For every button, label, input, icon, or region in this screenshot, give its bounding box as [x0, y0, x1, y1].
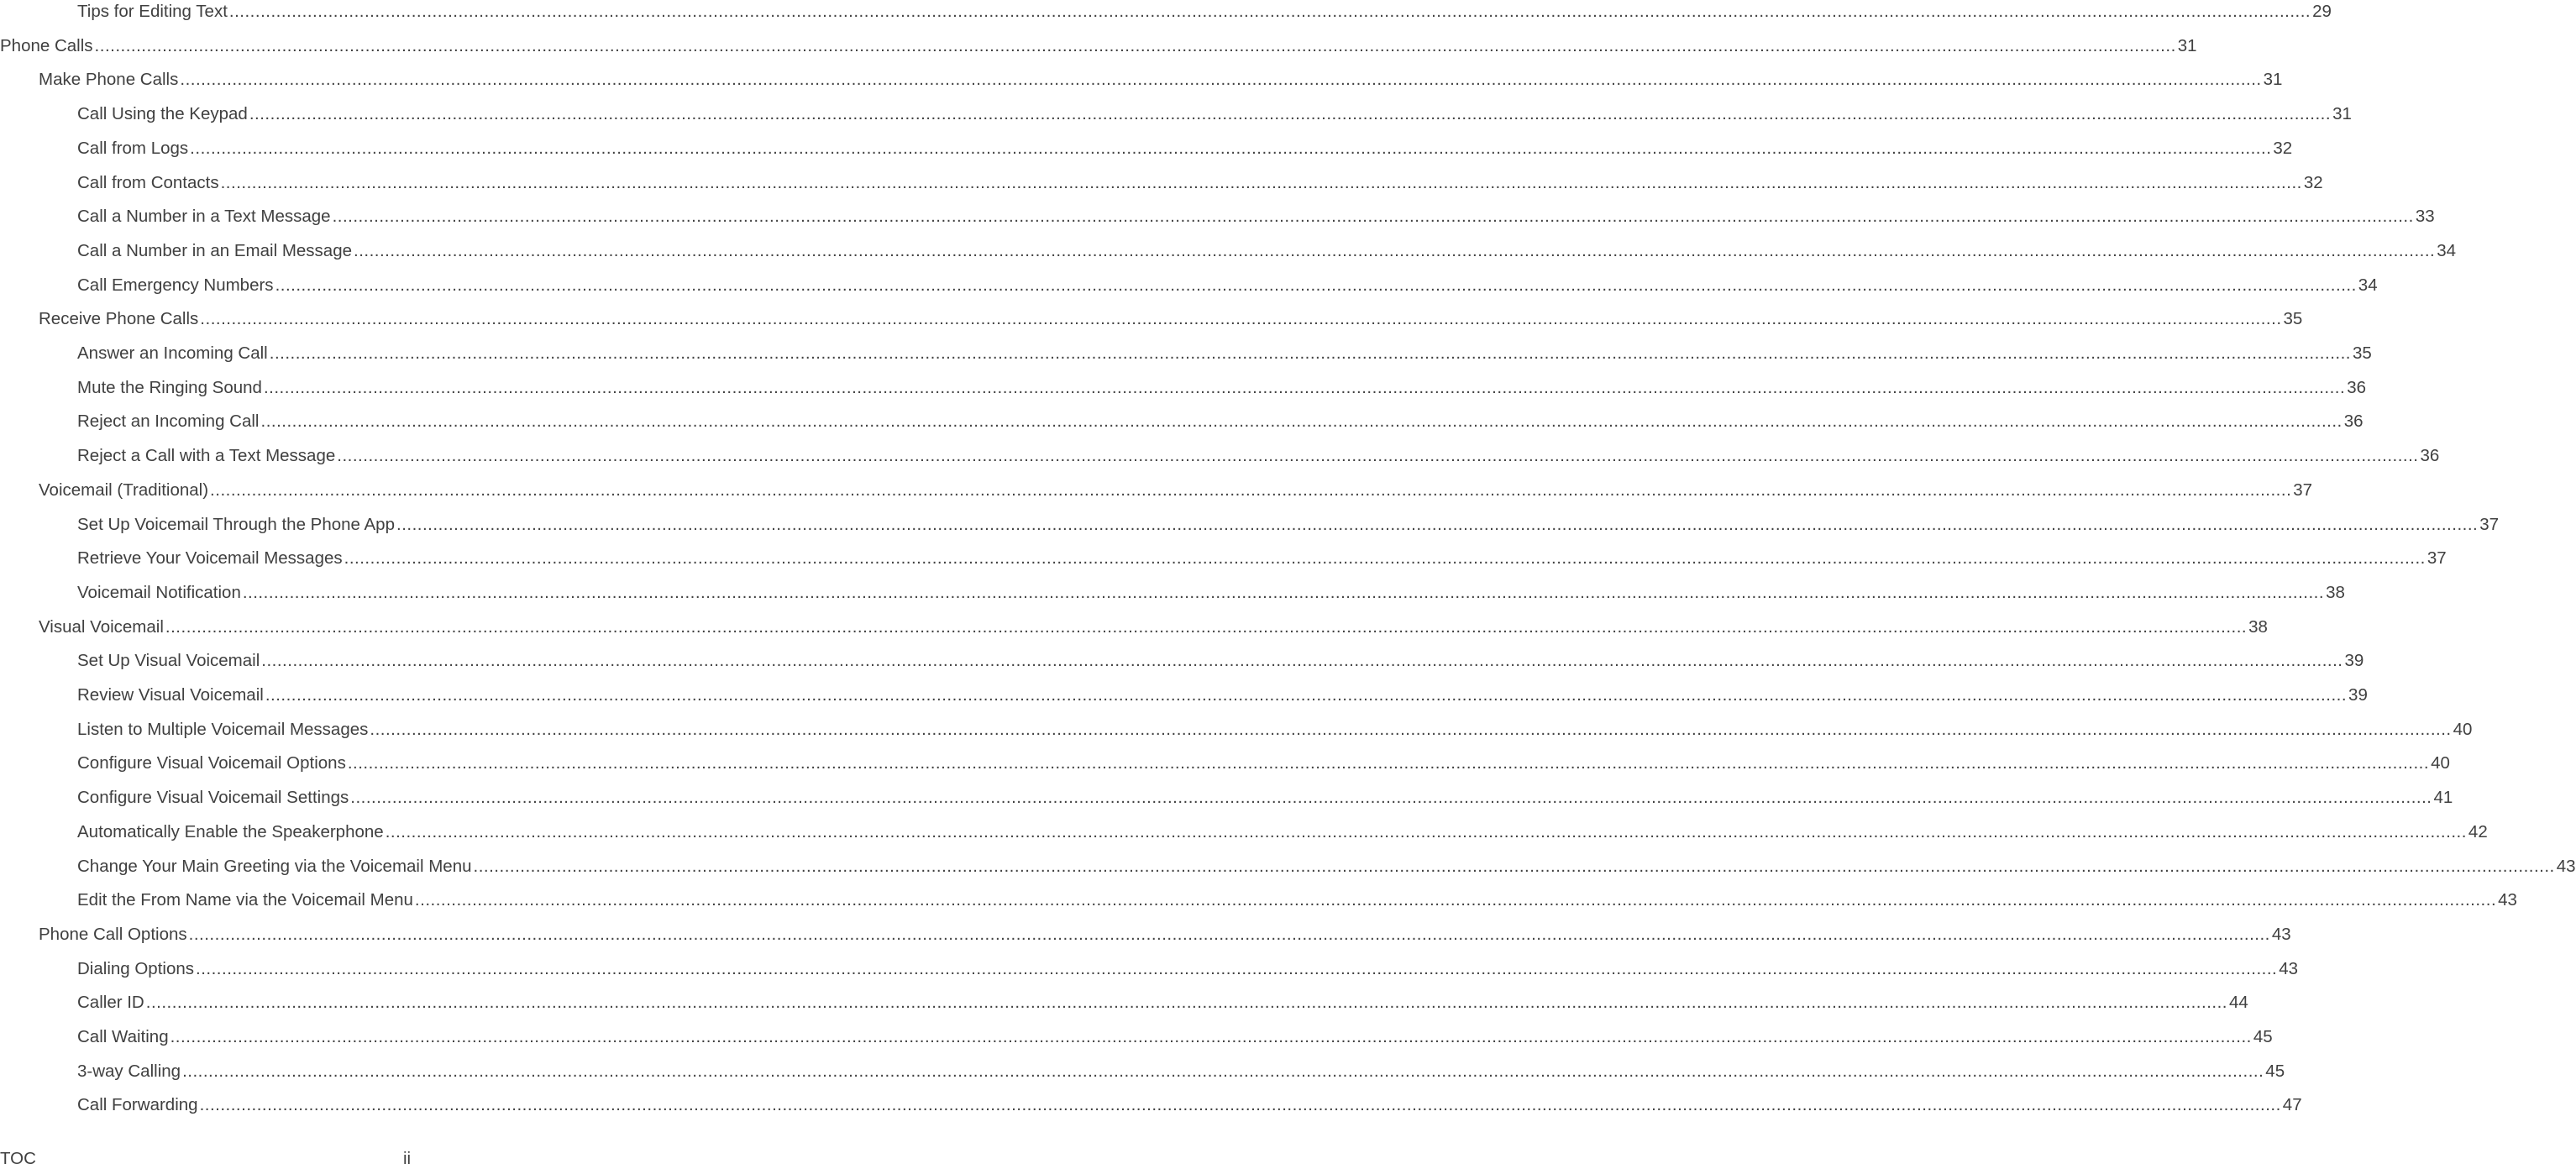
- toc-entry-page[interactable]: 43: [2556, 856, 2576, 876]
- toc-dot-leader: ................................................................................................................................................................................................................................................................................................................................................................................................................: [473, 856, 2555, 876]
- toc-entry[interactable]: [0, 170, 2323, 193]
- toc-entry-page[interactable]: 29: [2312, 2, 2332, 21]
- toc-entry[interactable]: [0, 443, 2440, 466]
- toc-dot-leader: ................................................................................................................................................................................................................................................................................................................................................................................................................: [332, 207, 2414, 227]
- toc-dot-leader: ................................................................................................................................................................................................................................................................................................................................................................................................................: [370, 719, 2452, 739]
- toc-entry[interactable]: [0, 989, 2248, 1013]
- toc-entry[interactable]: [0, 1024, 2273, 1047]
- toc-entry-page[interactable]: 39: [2348, 685, 2368, 705]
- toc-entry-title[interactable]: Mute the Ringing Sound: [77, 377, 262, 397]
- toc-dot-leader: ................................................................................................................................................................................................................................................................................................................................................................................................................: [275, 275, 2357, 295]
- toc-entry-title[interactable]: Set Up Visual Voicemail: [77, 651, 260, 671]
- toc-dot-leader: ................................................................................................................................................................................................................................................................................................................................................................................................................: [180, 70, 2262, 90]
- toc-entry[interactable]: [0, 614, 2268, 637]
- toc-entry-title[interactable]: Call from Logs: [77, 138, 189, 158]
- toc-entry[interactable]: [0, 238, 2457, 261]
- toc-entry-page[interactable]: 45: [2265, 1061, 2285, 1081]
- toc-dot-leader: ................................................................................................................................................................................................................................................................................................................................................................................................................: [190, 138, 2272, 158]
- toc-entry[interactable]: [0, 1058, 2285, 1082]
- toc-dot-leader: ................................................................................................................................................................................................................................................................................................................................................................................................................: [385, 821, 2467, 841]
- toc-entry-title[interactable]: Review Visual Voicemail: [77, 685, 264, 705]
- toc-entry-title[interactable]: Receive Phone Calls: [39, 309, 199, 329]
- toc-entry-title[interactable]: Retrieve Your Voicemail Messages: [77, 548, 343, 569]
- toc-entry-page[interactable]: 40: [2431, 753, 2450, 773]
- toc-dot-leader: ................................................................................................................................................................................................................................................................................................................................................................................................................: [165, 616, 2248, 637]
- toc-dot-leader: ................................................................................................................................................................................................................................................................................................................................................................................................................: [414, 890, 2497, 910]
- toc-entry-page[interactable]: 37: [2426, 548, 2447, 569]
- toc-entry-page[interactable]: 44: [2228, 993, 2248, 1013]
- toc-entry-page[interactable]: 39: [2344, 651, 2364, 671]
- toc-entry-title[interactable]: Change Your Main Greeting via the Voicemail Menu: [77, 856, 472, 876]
- toc-entry-page[interactable]: 37: [2479, 514, 2500, 534]
- footer-section-label: TOC: [0, 1149, 36, 1168]
- footer-page-number: ii: [403, 1149, 412, 1168]
- toc-entry-page[interactable]: 34: [2437, 240, 2457, 260]
- toc-entry-title[interactable]: Edit the From Name via the Voicemail Menu: [77, 890, 413, 910]
- toc-dot-leader: ................................................................................................................................................................................................................................................................................................................................................................................................................: [188, 924, 2270, 944]
- toc-dot-leader: ................................................................................................................................................................................................................................................................................................................................................................................................................: [344, 548, 2426, 569]
- toc-entry-page[interactable]: 38: [2248, 616, 2268, 637]
- toc-entry-title[interactable]: Call Forwarding: [77, 1095, 198, 1115]
- page-footer: [0, 1149, 816, 1169]
- toc-entry[interactable]: [0, 1092, 2302, 1115]
- toc-entry-page[interactable]: 43: [2498, 890, 2517, 910]
- toc-dot-leader: ................................................................................................................................................................................................................................................................................................................................................................................................................: [354, 240, 2436, 260]
- toc-entry[interactable]: [0, 750, 2450, 773]
- toc-dot-leader: ................................................................................................................................................................................................................................................................................................................................................................................................................: [265, 685, 2348, 705]
- toc-entry[interactable]: [0, 887, 2517, 910]
- toc-entry-title[interactable]: Make Phone Calls: [39, 70, 179, 90]
- toc-entry[interactable]: [0, 921, 2291, 945]
- toc-entry[interactable]: [0, 375, 2367, 398]
- toc-entry[interactable]: [0, 306, 2303, 329]
- toc-entry-title[interactable]: Voicemail Notification: [77, 582, 241, 602]
- toc-entry-page[interactable]: 45: [2253, 1027, 2273, 1046]
- toc-dot-leader: ................................................................................................................................................................................................................................................................................................................................................................................................................: [196, 958, 2278, 978]
- toc-dot-leader: ................................................................................................................................................................................................................................................................................................................................................................................................................: [350, 788, 2432, 808]
- toc-entry-title[interactable]: Call from Contacts: [77, 172, 219, 192]
- toc-entry-title[interactable]: Voicemail (Traditional): [39, 480, 209, 500]
- toc-dot-leader: ................................................................................................................................................................................................................................................................................................................................................................................................................: [228, 2, 2311, 21]
- toc-entry-page[interactable]: 32: [2303, 172, 2323, 192]
- toc-entry[interactable]: [0, 819, 2488, 842]
- toc-dot-leader: ................................................................................................................................................................................................................................................................................................................................................................................................................: [220, 172, 2302, 192]
- toc-entry[interactable]: [0, 956, 2299, 979]
- toc-entry-title[interactable]: Call Waiting: [77, 1027, 169, 1046]
- toc-entry-page[interactable]: 36: [2347, 377, 2367, 397]
- toc-dot-leader: ................................................................................................................................................................................................................................................................................................................................................................................................................: [242, 582, 2325, 602]
- toc-dot-leader: ................................................................................................................................................................................................................................................................................................................................................................................................................: [210, 480, 2292, 500]
- toc-entry-page[interactable]: 31: [2332, 104, 2352, 124]
- toc-entry-page[interactable]: 35: [2283, 309, 2303, 329]
- toc-entry-title[interactable]: Tips for Editing Text: [77, 2, 228, 21]
- toc-entry-title[interactable]: Phone Calls: [0, 35, 93, 55]
- toc-entry-title[interactable]: Dialing Options: [77, 958, 195, 978]
- toc-entry-page[interactable]: 31: [2263, 70, 2283, 90]
- toc-entry-title[interactable]: Call Using the Keypad: [77, 104, 248, 124]
- toc-dot-leader: ................................................................................................................................................................................................................................................................................................................................................................................................................: [260, 412, 2343, 432]
- toc-entry-title[interactable]: Reject an Incoming Call: [77, 412, 260, 432]
- toc-dot-leader: ................................................................................................................................................................................................................................................................................................................................................................................................................: [94, 35, 2176, 55]
- toc-entry-title[interactable]: Configure Visual Voicemail Options: [77, 753, 346, 773]
- toc-entry-title[interactable]: Caller ID: [77, 993, 144, 1013]
- toc-entry[interactable]: [0, 853, 2576, 877]
- toc-entry-title[interactable]: Reject a Call with a Text Message: [77, 446, 336, 466]
- toc-entry[interactable]: [0, 272, 2378, 296]
- toc-entry-title[interactable]: Call Emergency Numbers: [77, 275, 274, 295]
- toc-dot-leader: ................................................................................................................................................................................................................................................................................................................................................................................................................: [199, 1095, 2281, 1115]
- toc-dot-leader: ................................................................................................................................................................................................................................................................................................................................................................................................................: [249, 104, 2332, 124]
- toc-entry[interactable]: [0, 33, 2197, 56]
- toc-entry-page[interactable]: 33: [2415, 207, 2435, 227]
- toc-entry-page[interactable]: 32: [2273, 138, 2293, 158]
- toc-entry-title[interactable]: Set Up Voicemail Through the Phone App: [77, 514, 395, 534]
- toc-entry-title[interactable]: Call a Number in an Email Message: [77, 240, 352, 260]
- toc-dot-leader: ................................................................................................................................................................................................................................................................................................................................................................................................................: [145, 993, 2227, 1013]
- toc-dot-leader: ................................................................................................................................................................................................................................................................................................................................................................................................................: [337, 446, 2419, 466]
- toc-entry-title[interactable]: Listen to Multiple Voicemail Messages: [77, 719, 369, 739]
- toc-entry[interactable]: [0, 716, 2473, 740]
- toc-entry[interactable]: [0, 579, 2345, 603]
- toc-dot-leader: ................................................................................................................................................................................................................................................................................................................................................................................................................: [261, 651, 2343, 671]
- toc-entry[interactable]: [0, 340, 2372, 364]
- toc-entry-page[interactable]: 40: [2453, 719, 2473, 739]
- toc-dot-leader: ................................................................................................................................................................................................................................................................................................................................................................................................................: [170, 1027, 2252, 1046]
- toc-entry-page[interactable]: 35: [2352, 343, 2372, 363]
- toc-entry-page[interactable]: 38: [2326, 582, 2345, 602]
- toc-entry-title[interactable]: Automatically Enable the Speakerphone: [77, 821, 384, 841]
- toc-entry-page[interactable]: 36: [2343, 412, 2364, 432]
- toc-entry-page[interactable]: 42: [2468, 821, 2488, 841]
- toc-entry-page[interactable]: 41: [2433, 788, 2453, 808]
- toc-entry[interactable]: [0, 682, 2368, 705]
- toc-entry[interactable]: [0, 784, 2453, 808]
- toc-entry[interactable]: [0, 408, 2364, 432]
- toc-dot-leader: ................................................................................................................................................................................................................................................................................................................................................................................................................: [396, 514, 2479, 534]
- toc-entry-page[interactable]: 47: [2282, 1095, 2302, 1115]
- toc-entry-title[interactable]: Phone Call Options: [39, 924, 187, 944]
- toc-entry[interactable]: [0, 135, 2293, 159]
- toc-entry-title[interactable]: Configure Visual Voicemail Settings: [77, 788, 349, 808]
- toc-dot-leader: ................................................................................................................................................................................................................................................................................................................................................................................................................: [182, 1061, 2264, 1081]
- toc-entry-page[interactable]: 43: [2279, 958, 2299, 978]
- toc-dot-leader: ................................................................................................................................................................................................................................................................................................................................................................................................................: [200, 309, 2282, 329]
- toc-dot-leader: ................................................................................................................................................................................................................................................................................................................................................................................................................: [347, 753, 2430, 773]
- toc-entry-page[interactable]: 31: [2177, 35, 2197, 55]
- toc-entry[interactable]: [0, 647, 2364, 671]
- toc-entry-page[interactable]: 36: [2420, 446, 2440, 466]
- toc-entry[interactable]: [0, 101, 2352, 124]
- toc-entry-page[interactable]: 34: [2358, 275, 2378, 295]
- toc-dot-leader: ................................................................................................................................................................................................................................................................................................................................................................................................................: [263, 377, 2346, 397]
- toc-entry[interactable]: [0, 545, 2447, 569]
- toc-entry-title[interactable]: Visual Voicemail: [39, 616, 164, 637]
- toc-entry-title[interactable]: Answer an Incoming Call: [77, 343, 268, 363]
- toc-entry[interactable]: [0, 66, 2283, 90]
- toc-dot-leader: ................................................................................................................................................................................................................................................................................................................................................................................................................: [269, 343, 2351, 363]
- toc-entry-title[interactable]: 3-way Calling: [77, 1061, 181, 1081]
- toc-entry[interactable]: [0, 0, 2332, 22]
- toc-entry-page[interactable]: 37: [2293, 480, 2313, 500]
- toc-entry[interactable]: [0, 511, 2500, 535]
- toc-entry-page[interactable]: 43: [2271, 924, 2291, 944]
- toc-entry[interactable]: [0, 477, 2313, 501]
- toc-entry[interactable]: [0, 203, 2435, 227]
- toc-entry-title[interactable]: Call a Number in a Text Message: [77, 207, 331, 227]
